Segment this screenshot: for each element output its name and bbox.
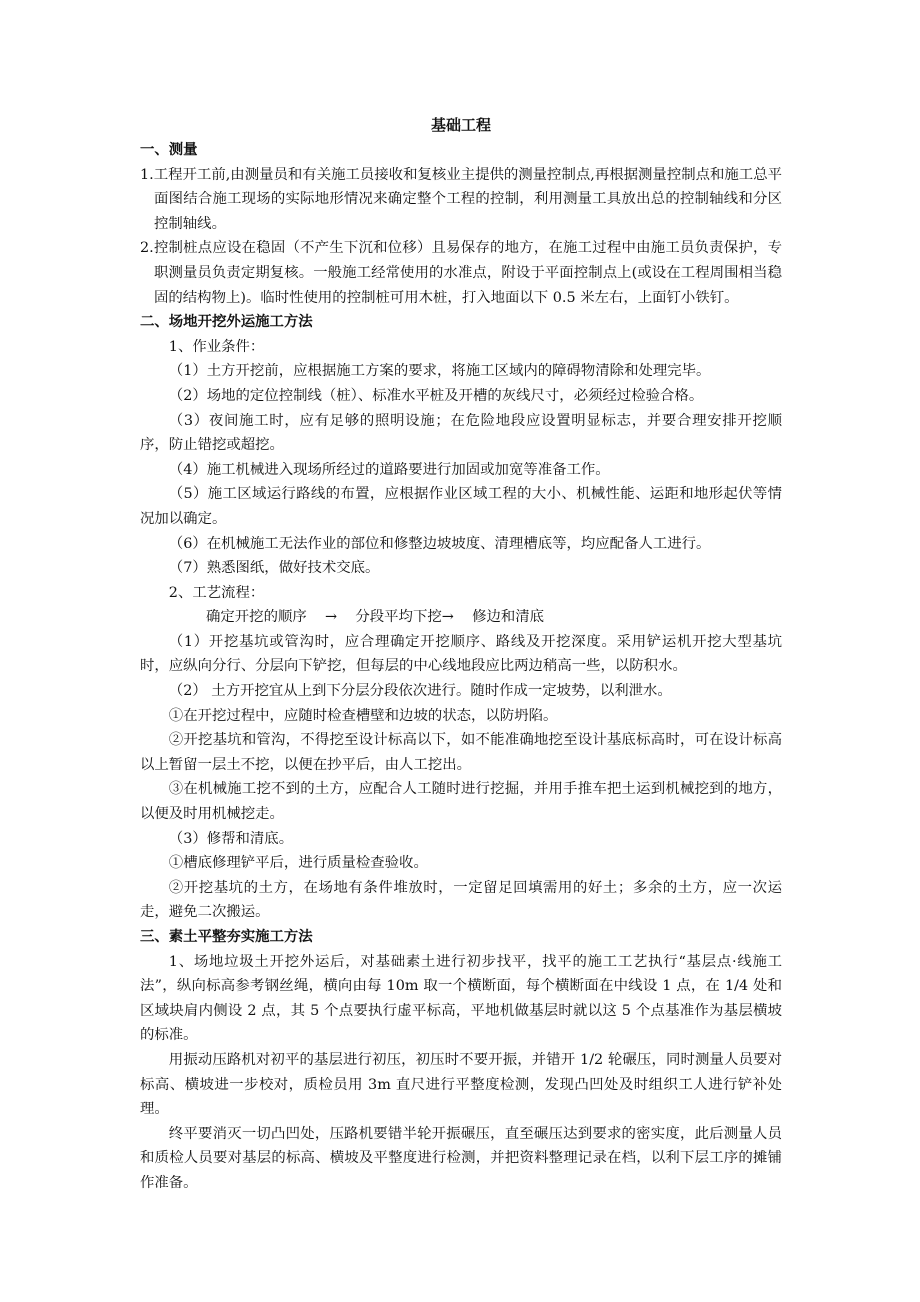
section-heading-excavation: 二、场地开挖外运施工方法 xyxy=(140,314,313,331)
numbered-item: 1.工程开工前,由测量员和有关施工员接收和复核业主提供的测量控制点,再根据测量控制点和施工总平面图结合施工现场的实际地形情况来确定整个工程的控制，利用测量工具放出总的控制轴线和分区控制轴线。 xyxy=(140,166,782,232)
section-heading-compaction: 三、素土平整夯实施工方法 xyxy=(140,929,313,945)
paragraph: （6）在机械施工无法作业的部位和修整边坡坡度、清理槽底等，均应配备人工进行。 xyxy=(168,535,711,552)
paragraph: ②开挖基坑和管沟，不得挖至设计标高以下，如不能准确地挖至设计基底标高时，可在设计标高以上暂留一层土不挖，以便在抄平后，由人工挖出。 xyxy=(140,732,782,773)
paragraph: （3）修帮和清底。 xyxy=(168,830,294,847)
section-heading-survey: 一、测量 xyxy=(140,142,198,158)
paragraph: 用振动压路机对初平的基层进行初压，初压时不要开振，并错开 1/2 轮碾压，同时测量人员要对标高、横坡进一步校对，质检员用 3m 直尺进行平整度检测，发现凸凹处及时组织工人进行铲补处理。 xyxy=(140,1051,782,1118)
process-flow: 确定开挖的顺序 → 分段平均下挖→ 修边和清底 xyxy=(206,609,545,626)
document-page xyxy=(140,112,782,1196)
paragraph: ②开挖基坑的土方，在场地有条件堆放时，一定留足回填需用的好土；多余的土方，应一次运走，避免二次搬运。 xyxy=(140,879,782,921)
paragraph: （2） 土方开挖宜从上到下分层分段依次进行。随时作成一定坡势，以利泄水。 xyxy=(168,683,672,700)
paragraph: 2、工艺流程： xyxy=(168,584,265,601)
paragraph: （1）土方开挖前，应根据施工方案的要求，将施工区域内的障碍物清除和处理完毕。 xyxy=(168,363,711,380)
paragraph: （2）场地的定位控制线（桩）、标准水平桩及开槽的灰线尺寸，必须经过检验合格。 xyxy=(168,387,704,404)
paragraph: （3）夜间施工时，应有足够的照明设施；在危险地段应设置明显标志，并要合理安排开挖顺序，防止错挖或超挖。 xyxy=(140,412,782,454)
paragraph: 1、场地垃圾土开挖外运后，对基础素土进行初步找平，找平的施工工艺执行“基层点·线施工法”，纵向标高参考钢丝绳，横向由每 10m 取一个横断面，每个横断面在中线设 1 点，在 1/4 处和区域块肩内侧设 2 点，其 5 个点要执行虚平标高，平地机做基层时就以这 5 个点基准作为基层横坡的标准。 xyxy=(140,953,782,1044)
paragraph: 终平要消灭一切凸凹处，压路机要错半轮开振碾压，直至碾压达到要求的密实度，此后测量人员和质检人员要对基层的标高、横坡及平整度进行检测，并把资料整理记录在档，以利下层工序的摊铺作准备。 xyxy=(140,1125,782,1191)
paragraph: （5）施工区域运行路线的布置，应根据作业区域工程的大小、机械性能、运距和地形起伏等情况加以确定。 xyxy=(140,486,782,527)
document-title: 基础工程 xyxy=(430,116,491,134)
paragraph: （7）熟悉图纸，做好技术交底。 xyxy=(168,560,380,577)
paragraph: 1、作业条件： xyxy=(168,338,265,355)
paragraph: （1）开挖基坑或管沟时，应合理确定开挖顺序、路线及开挖深度。采用铲运机开挖大型基坑时，应纵向分行、分层向下铲挖，但每层的中心线地段应比两边稍高一些，以防积水。 xyxy=(140,633,782,675)
paragraph: （4）施工机械进入现场所经过的道路要进行加固或加宽等准备工作。 xyxy=(168,461,610,478)
numbered-item: 2.控制桩点应设在稳固（不产生下沉和位移）且易保存的地方，在施工过程中由施工员负责保护，专职测量员负责定期复核。一般施工经常使用的水准点，附设于平面控制点上(或设在工程周围相当稳固的结构物上)。临时性使用的控制桩可用木桩，打入地面以下 0.5 米左右，上面钉小铁钉。 xyxy=(140,240,782,306)
paragraph: ③在机械施工挖不到的土方，应配合人工随时进行挖掘，并用手推车把土运到机械挖到的地方，以便及时用机械挖走。 xyxy=(140,781,782,823)
paragraph: ①在开挖过程中，应随时检查槽壁和边坡的状态，以防坍陷。 xyxy=(168,707,558,724)
paragraph: ①槽底修理铲平后，进行质量检查验收。 xyxy=(168,855,428,872)
